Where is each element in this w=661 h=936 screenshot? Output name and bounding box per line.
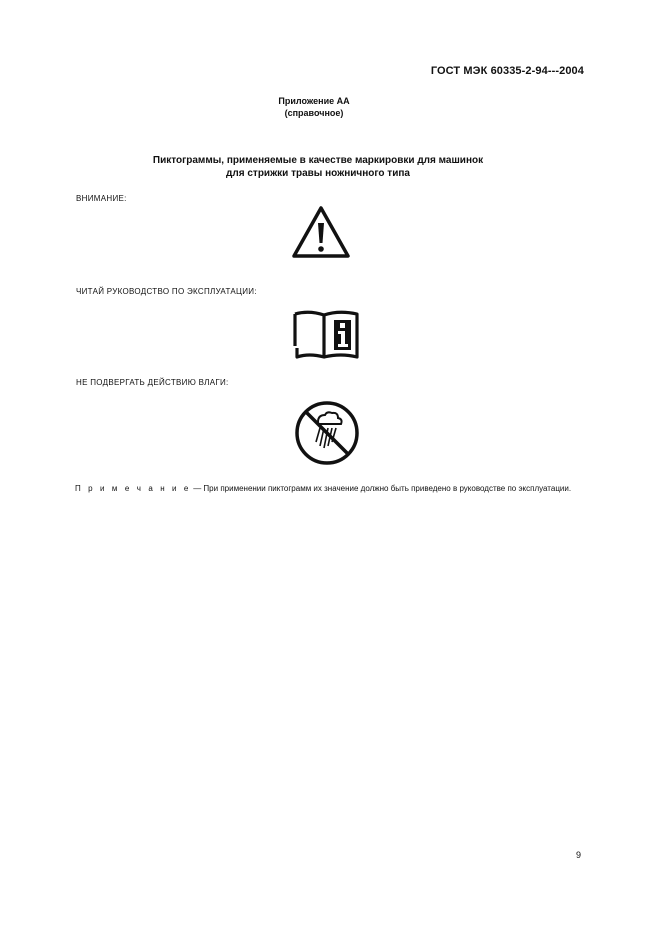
page-number: 9 [576, 850, 582, 860]
pictogram-label-read-manual: ЧИТАЙ РУКОВОДСТВО ПО ЭКСПЛУАТАЦИИ: [76, 287, 257, 296]
read-manual-icon [291, 308, 361, 362]
warning-triangle-icon [291, 205, 351, 259]
note-prefix: П р и м е ч а н и е [75, 484, 191, 493]
section-title-line2: для стрижки травы ножничного типа [226, 168, 410, 179]
section-title-line1: Пиктограммы, применяемые в качестве маркировки для машинок [152, 155, 484, 166]
document-header: ГОСТ МЭК 60335-2-94---2004 [430, 65, 584, 77]
no-rain-icon [294, 400, 360, 466]
annex-heading [0, 95, 628, 119]
annex-title: Приложение АА [278, 96, 350, 106]
pictogram-label-warning: ВНИМАНИЕ: [76, 194, 127, 203]
section-title [0, 154, 636, 180]
note-paragraph [62, 481, 584, 497]
annex-subtitle: (справочное) [284, 108, 344, 118]
pictogram-label-no-moisture: НЕ ПОДВЕРГАТЬ ДЕЙСТВИЮ ВЛАГИ: [76, 378, 229, 387]
note-text: — При применении пиктограмм их значение должно быть приведено в руководстве по эксплуатации. [190, 484, 572, 493]
